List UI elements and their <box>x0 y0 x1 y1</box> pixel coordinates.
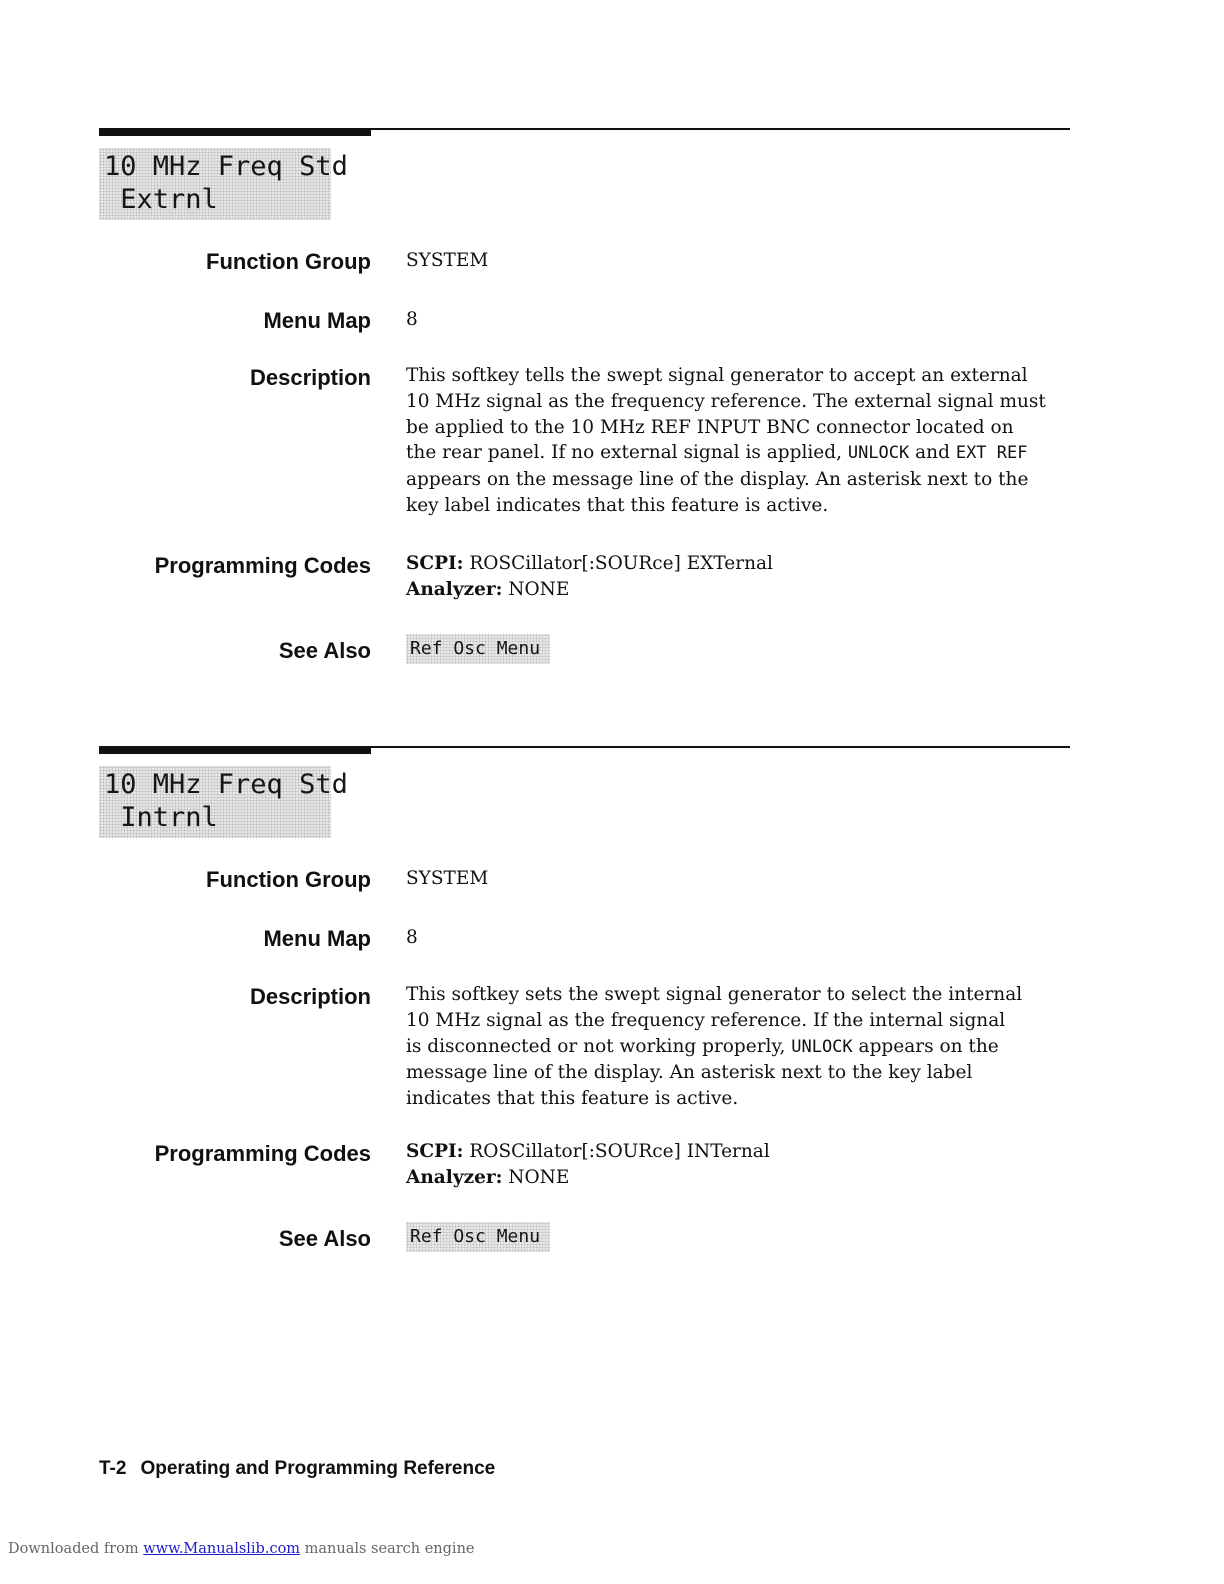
softkey-title-line1: 10 MHz Freq Std <box>104 769 348 800</box>
programming-codes-value <box>406 551 773 603</box>
download-notice <box>8 1541 475 1557</box>
programming-codes-label: Programming Codes <box>154 553 371 578</box>
unlock-code: UNLOCK <box>791 1036 853 1057</box>
analyzer-label: Analyzer: <box>406 1166 503 1188</box>
description-text-span: the rear panel. If no external signal is applied, <box>406 442 848 464</box>
function-group-value: SYSTEM <box>406 868 489 889</box>
download-prefix: Downloaded from <box>8 1541 144 1557</box>
description-line: appears on the message line of the display. An asterisk next to the <box>406 469 1029 491</box>
function-group-label: Function Group <box>206 867 371 892</box>
section-rule-bold <box>99 746 371 754</box>
scpi-command: ROSCillator[:SOURce] EXTernal <box>463 553 773 574</box>
ext-ref-code: EXT REF <box>955 443 1028 464</box>
analyzer-line <box>406 1165 770 1191</box>
see-also-label: See Also <box>278 638 371 663</box>
description-line: message line of the display. An asterisk next to the key label <box>406 1062 973 1084</box>
softkey-title-line2: Intrnl <box>104 802 218 833</box>
unlock-code: UNLOCK <box>847 443 910 464</box>
description-line: This softkey sets the swept signal generator to select the internal <box>406 984 1023 1005</box>
description-label: Description <box>249 365 371 390</box>
description-line: 10 MHz signal as the frequency reference. If the internal signal <box>406 1009 1006 1031</box>
download-suffix: manuals search engine <box>300 1541 475 1557</box>
scpi-label: SCPI: <box>406 553 464 574</box>
programming-codes-value <box>406 1139 770 1191</box>
description-text-span: is disconnected or not working properly, <box>406 1035 792 1057</box>
function-group-value: SYSTEM <box>406 250 489 271</box>
footer-title: Operating and Programming Reference <box>140 1458 496 1479</box>
see-also-label: See Also <box>278 1226 371 1251</box>
analyzer-line <box>406 577 773 603</box>
description-line <box>406 440 1046 467</box>
analyzer-label: Analyzer: <box>406 578 503 600</box>
description-line: be applied to the 10 MHz REF INPUT BNC connector located on <box>406 416 1014 438</box>
softkey-title <box>99 766 348 838</box>
page-footer <box>99 1458 495 1480</box>
softkey-title-line1: 10 MHz Freq Std <box>104 151 348 182</box>
scpi-line <box>406 551 773 577</box>
description-text-span: appears on the <box>852 1035 999 1057</box>
section-rule-bold <box>99 128 371 136</box>
description-line: indicates that this feature is active. <box>406 1088 739 1110</box>
description-label: Description <box>249 984 371 1009</box>
description-text <box>406 982 1022 1112</box>
softkey-title <box>99 148 348 220</box>
description-line: 10 MHz signal as the frequency reference. The external signal must <box>406 390 1046 412</box>
description-line: This softkey tells the swept signal generator to accept an external <box>406 365 1028 386</box>
menu-map-label: Menu Map <box>263 308 371 333</box>
analyzer-command: NONE <box>502 578 570 600</box>
softkey-title-line2: Extrnl <box>104 184 218 215</box>
description-line: key label indicates that this feature is active. <box>406 494 829 516</box>
manualslib-link[interactable]: www.Manualslib.com <box>143 1541 301 1557</box>
description-line <box>406 1034 1022 1061</box>
description-text-span: and <box>909 442 956 464</box>
page-number: T-2 <box>99 1458 127 1479</box>
ref-osc-menu-key: Ref Osc Menu <box>406 1222 550 1252</box>
scpi-line <box>406 1139 770 1165</box>
menu-map-label: Menu Map <box>263 926 371 951</box>
ref-osc-menu-key: Ref Osc Menu <box>406 634 550 664</box>
programming-codes-label: Programming Codes <box>154 1141 371 1166</box>
scpi-label: SCPI: <box>406 1141 464 1162</box>
function-group-label: Function Group <box>206 249 371 274</box>
scpi-command: ROSCillator[:SOURce] INTernal <box>463 1141 770 1162</box>
menu-map-value: 8 <box>406 309 418 330</box>
menu-map-value: 8 <box>406 927 418 948</box>
analyzer-command: NONE <box>502 1166 570 1188</box>
description-text <box>406 363 1046 519</box>
